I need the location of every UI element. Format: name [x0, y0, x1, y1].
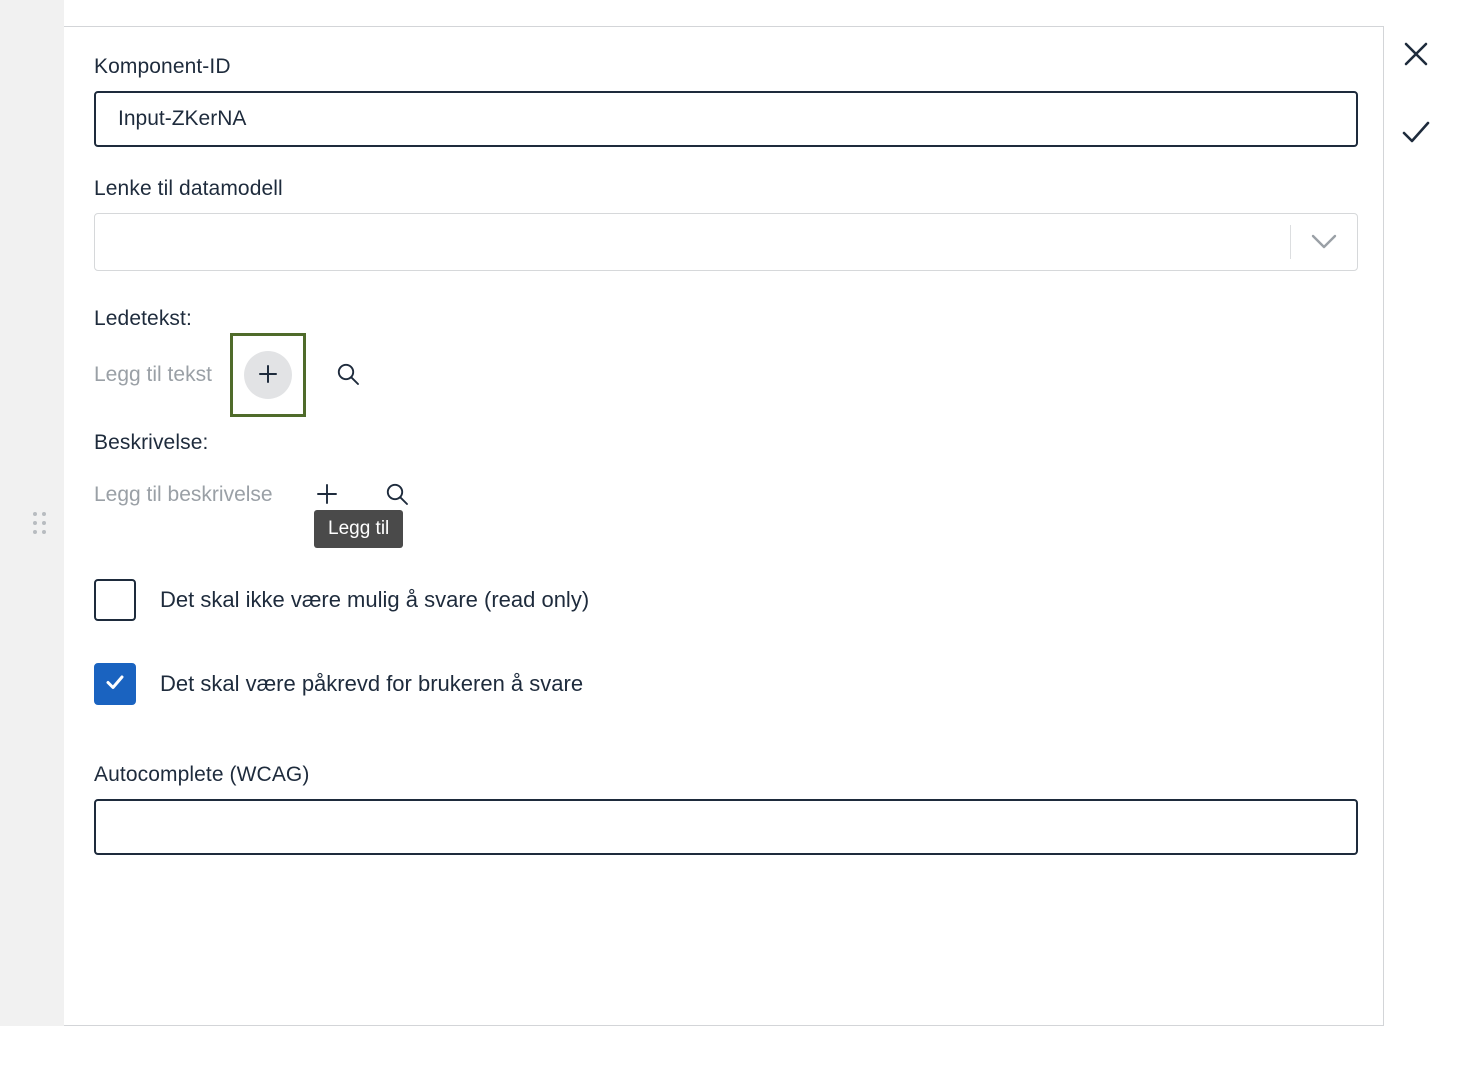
check-icon: [103, 670, 127, 699]
search-icon: [335, 361, 361, 390]
check-icon: [1399, 115, 1433, 149]
beskrivelse-row: [94, 467, 1353, 523]
close-icon: [1401, 39, 1431, 69]
component-settings-card: [64, 26, 1384, 1026]
ledetekst-placeholder[interactable]: Legg til tekst: [94, 363, 212, 386]
confirm-button[interactable]: [1392, 108, 1440, 156]
beskrivelse-placeholder[interactable]: Legg til beskrivelse: [94, 483, 273, 506]
required-checkbox-label: Det skal være påkrevd for brukeren å svare: [160, 671, 584, 696]
search-icon: [384, 481, 410, 510]
drag-handle-icon[interactable]: [30, 512, 50, 536]
chevron-down-icon[interactable]: [1311, 234, 1337, 250]
close-button[interactable]: [1392, 30, 1440, 78]
tooltip-text: Legg til: [328, 518, 390, 539]
select-divider: [1290, 225, 1291, 259]
required-checkbox-row[interactable]: [94, 653, 1353, 715]
ledetekst-row: [94, 343, 1353, 407]
required-checkbox[interactable]: [94, 663, 136, 705]
autocomplete-input[interactable]: [94, 799, 1358, 855]
plus-icon: [257, 363, 279, 388]
tooltip: [314, 510, 403, 548]
ledetekst-add-focus-frame: [230, 333, 306, 417]
ledetekst-search-button[interactable]: [326, 353, 370, 397]
ledetekst-label: Ledetekst:: [94, 307, 192, 330]
readonly-checkbox[interactable]: [94, 579, 136, 621]
plus-icon: [315, 482, 339, 509]
component-id-input[interactable]: Input-ZKerNA: [94, 91, 1358, 147]
autocomplete-label: Autocomplete (WCAG): [94, 763, 310, 786]
panel-actions: [1380, 30, 1452, 156]
beskrivelse-label: Beskrivelse:: [94, 431, 209, 454]
ledetekst-add-button[interactable]: [244, 351, 292, 399]
component-id-label: Komponent-ID: [94, 55, 231, 78]
readonly-checkbox-row[interactable]: [94, 569, 1353, 631]
datamodel-link-select[interactable]: [94, 213, 1358, 271]
readonly-checkbox-label: Det skal ikke være mulig å svare (read only): [160, 587, 590, 612]
datamodel-link-label: Lenke til datamodell: [94, 177, 283, 200]
